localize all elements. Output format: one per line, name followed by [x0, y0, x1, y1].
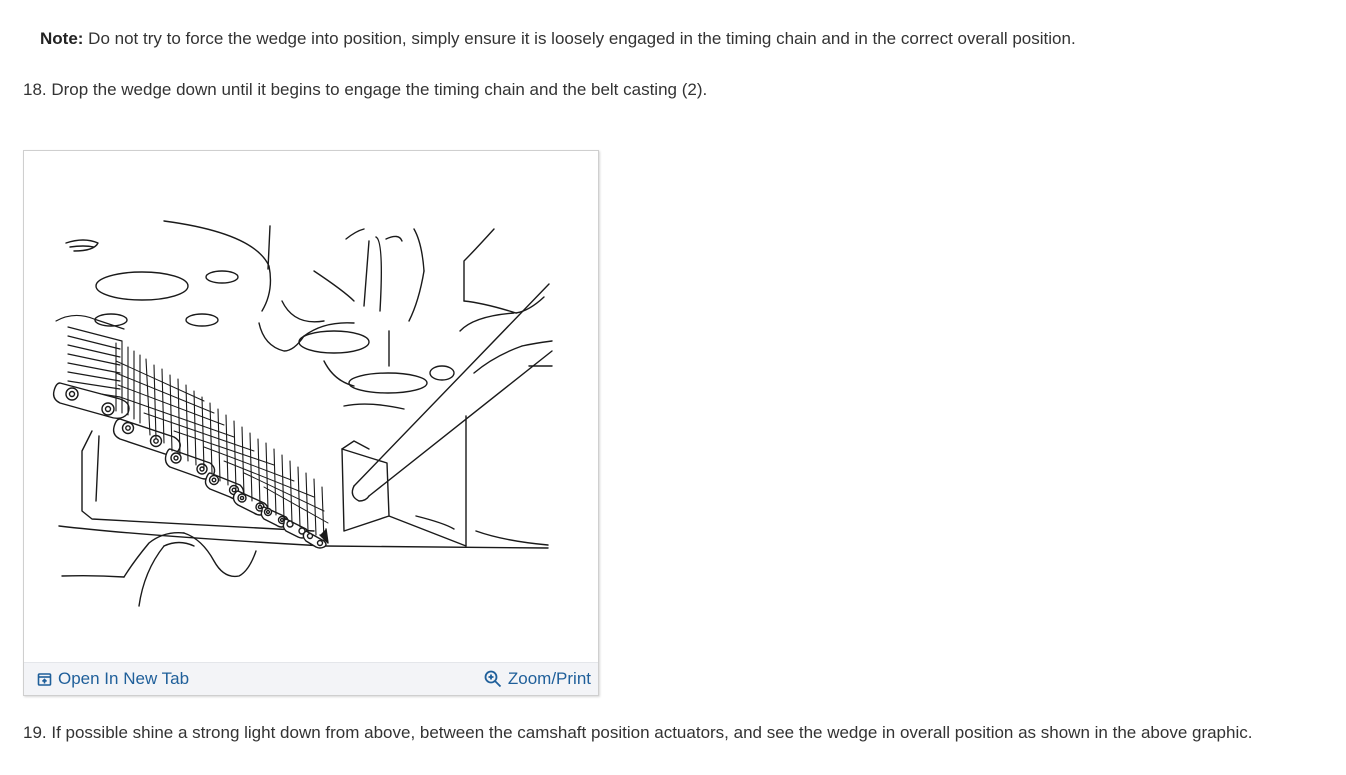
note-text: Do not try to force the wedge into position, simply ensure it is loosely engaged in the timing chain and in the correct overall position. [83, 29, 1076, 48]
note-paragraph [40, 27, 1076, 51]
figure-container [23, 150, 599, 696]
zoom-in-icon [484, 670, 502, 688]
figure-toolbar [24, 662, 598, 695]
zoom-print-label: Zoom/Print [507, 669, 591, 688]
open-new-tab-icon [37, 672, 52, 687]
open-new-tab-label: Open In New Tab [58, 669, 190, 688]
open-new-tab-link[interactable] [37, 668, 189, 690]
step-19-text: 19. If possible shine a strong light down from above, between the camshaft position actuators, and see the wedge in overall position as shown in the above graphic. [23, 723, 1253, 742]
note-label: Note: [40, 29, 84, 48]
zoom-print-link[interactable] [484, 668, 591, 690]
timing-chain-wedge-illustration [24, 151, 598, 661]
step-18-text: 18. Drop the wedge down until it begins to engage the timing chain and the belt casting (2). [23, 80, 708, 99]
